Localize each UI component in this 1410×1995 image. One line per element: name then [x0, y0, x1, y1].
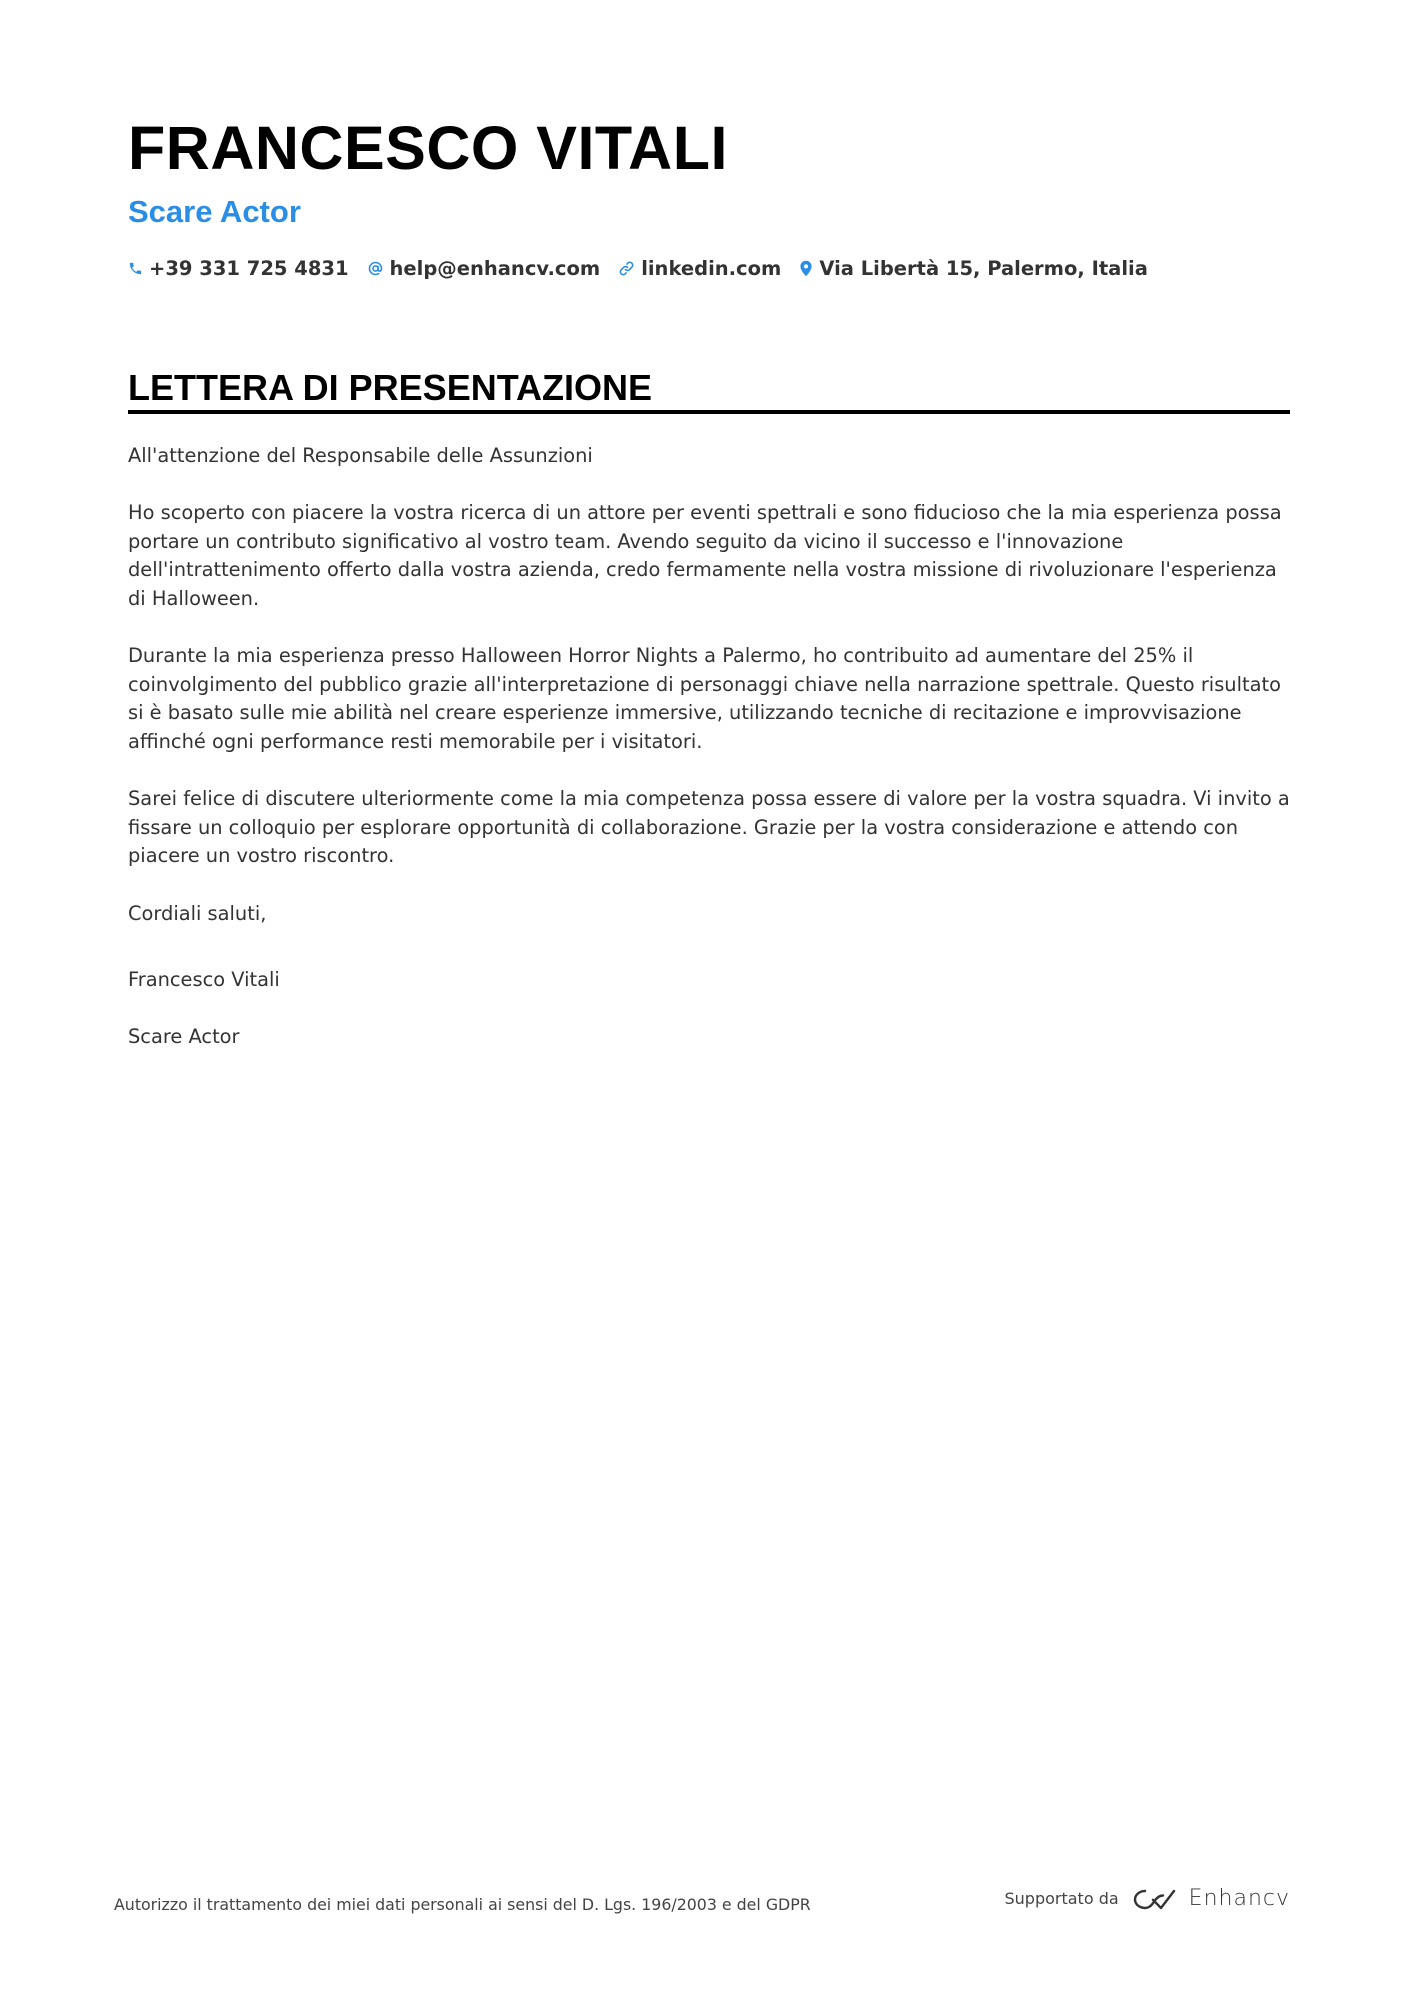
enhancv-logo-icon	[1131, 1887, 1177, 1911]
linkedin-text[interactable]: linkedin.com	[641, 256, 782, 280]
link-icon	[618, 260, 635, 277]
contact-linkedin	[618, 257, 781, 280]
phone-icon	[128, 261, 143, 276]
candidate-name: FRANCESCO VITALI	[128, 114, 728, 182]
brand-name[interactable]: Enhancv	[1188, 1886, 1290, 1911]
privacy-consent-note: Autorizzo il trattamento dei miei dati personali ai sensi del D. Lgs. 196/2003 e del GDPR	[114, 1895, 811, 1914]
signature-role: Scare Actor	[128, 1025, 240, 1049]
letter-paragraph: Durante la mia esperienza presso Halloween Horror Nights a Palermo, ho contribuito ad aumentare del 25% il coinvolgimento del pubblico grazie all'interpretazione di personaggi chiave nella narrazione spettrale. Questo risultato si è basato sulle mie abilità nel creare esperienze immersive, utilizzando tecniche di recitazione e improvvisazione affinché ogni performance resti memorabile per i visitatori.	[128, 644, 1281, 753]
section-title: LETTERA DI PRESENTAZIONE	[128, 367, 653, 408]
letter-paragraph: Sarei felice di discutere ulteriormente come la mia competenza possa essere di valore per la vostra squadra. Vi invito a fissare un colloquio per esplorare opportunità di collaborazione. Grazie per la vostra considerazione e attendo con piacere un vostro riscontro.	[128, 787, 1290, 868]
email-text[interactable]: help@enhancv.com	[389, 256, 601, 280]
section-divider	[128, 410, 1290, 414]
letter-paragraph: Ho scoperto con piacere la vostra ricerca di un attore per eventi spettrali e sono fiducioso che la mia esperienza possa portare un contributo significativo al vostro team. Avendo seguito da vicino il successo e l'innovazione dell'intrattenimento offerto dalla vostra azienda, credo fermamente nella vostra missione di rivoluzionare l'esperienza di Halloween.	[128, 501, 1282, 610]
at-icon	[367, 260, 384, 277]
address-text: Via Libertà 15, Palermo, Italia	[819, 256, 1148, 280]
letter-body	[128, 442, 1292, 1080]
contact-phone	[128, 257, 349, 280]
contact-email	[367, 257, 601, 280]
letter-salutation: All'attenzione del Responsabile delle Assunzioni	[128, 444, 593, 467]
phone-text[interactable]: +39 331 725 4831	[149, 256, 349, 280]
location-pin-icon	[799, 260, 813, 277]
signature-name: Francesco Vitali	[128, 968, 280, 992]
candidate-role: Scare Actor	[128, 194, 301, 229]
powered-by	[1005, 1886, 1291, 1911]
letter-closing: Cordiali saluti,	[128, 901, 267, 925]
contact-address	[799, 257, 1148, 280]
contact-bar	[128, 252, 1166, 284]
powered-by-label: Supportato da	[1004, 1889, 1119, 1908]
